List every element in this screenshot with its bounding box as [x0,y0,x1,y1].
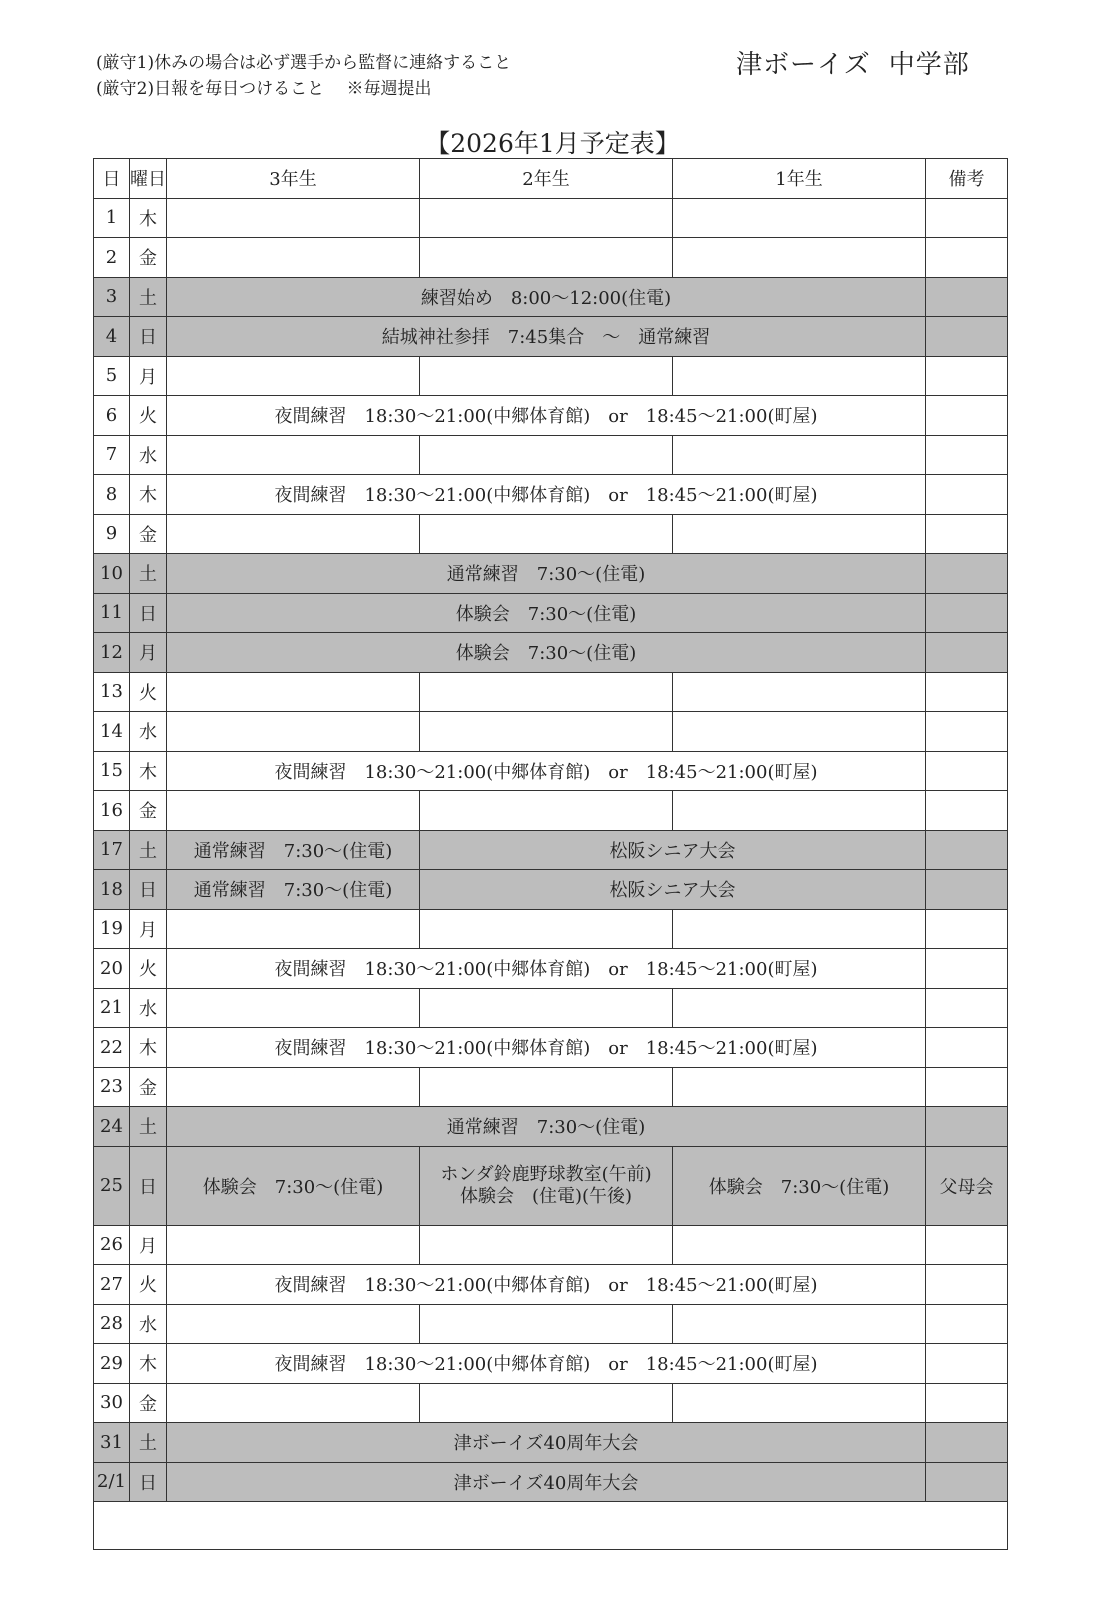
org-heading [736,44,988,81]
grade1-cell [673,909,926,949]
grade3-cell: 体験会 7:30〜(住電) [167,1146,420,1225]
day-cell: 23 [94,1067,130,1107]
all-grades-cell: 通常練習 7:30〜(住電) [167,1107,926,1147]
blank-footer-row [94,1502,1008,1550]
table-row [94,356,1008,396]
notes-cell [926,672,1008,712]
grade2-cell [420,1383,673,1423]
grade2-1-cell: 松阪シニア大会 [420,830,926,870]
grade1-cell [673,356,926,396]
grade3-cell [167,514,420,554]
day-cell: 24 [94,1107,130,1147]
day-cell: 29 [94,1344,130,1384]
all-grades-cell: 夜間練習 18:30〜21:00(中郷体育館) or 18:45〜21:00(町屋) [167,396,926,436]
weekday-cell: 金 [130,238,167,278]
grade1-cell [673,1383,926,1423]
notes-cell [926,1344,1008,1384]
page-title: 【2026年1月予定表】 [425,129,680,158]
day-cell: 20 [94,949,130,989]
all-grades-cell: 津ボーイズ40周年大会 [167,1462,926,1502]
grade3-cell [167,356,420,396]
grade1-cell [673,238,926,278]
weekday-cell: 水 [130,988,167,1028]
weekday-cell: 土 [130,830,167,870]
all-grades-cell: 夜間練習 18:30〜21:00(中郷体育館) or 18:45〜21:00(町屋) [167,1265,926,1305]
table-row [94,1225,1008,1265]
notes-cell [926,356,1008,396]
all-grades-cell: 結城神社参拝 7:45集合 〜 通常練習 [167,317,926,357]
all-grades-cell: 津ボーイズ40周年大会 [167,1423,926,1463]
grade2-line-1: ホンダ鈴鹿野球教室(午前) [440,1163,652,1185]
weekday-cell: 木 [130,751,167,791]
notes-cell [926,1304,1008,1344]
weekday-cell: 月 [130,633,167,673]
table-row [94,988,1008,1028]
grade1-cell [673,712,926,752]
weekday-cell: 月 [130,1225,167,1265]
grade2-cell [420,1225,673,1265]
grade2-line-2: 体験会 (住電)(午後) [459,1185,633,1207]
table-row [94,1107,1008,1147]
grade3-cell: 通常練習 7:30〜(住電) [167,870,420,910]
table-row [94,712,1008,752]
notes-cell [926,1225,1008,1265]
header-weekday: 曜日 [130,159,167,199]
table-row [94,238,1008,278]
table-row [94,1304,1008,1344]
day-cell: 12 [94,633,130,673]
day-cell: 1 [94,198,130,238]
notes-cell [926,317,1008,357]
table-row [94,1067,1008,1107]
notes-cell [926,949,1008,989]
day-cell: 16 [94,791,130,831]
weekday-cell: 日 [130,1146,167,1225]
day-cell: 17 [94,830,130,870]
weekday-cell: 日 [130,1462,167,1502]
grade3-cell [167,791,420,831]
table-row [94,751,1008,791]
grade3-cell [167,1067,420,1107]
grade3-cell [167,672,420,712]
grade1-cell [673,435,926,475]
all-grades-cell: 夜間練習 18:30〜21:00(中郷体育館) or 18:45〜21:00(町屋) [167,751,926,791]
header-day: 日 [94,159,130,199]
grade1-cell [673,672,926,712]
table-row [94,909,1008,949]
day-cell: 18 [94,870,130,910]
blank-footer-cell [94,1502,1008,1550]
day-cell: 30 [94,1383,130,1423]
weekday-cell: 木 [130,1344,167,1384]
table-row [94,672,1008,712]
grade3-cell [167,909,420,949]
notes-cell [926,1028,1008,1068]
day-cell: 13 [94,672,130,712]
day-cell: 9 [94,514,130,554]
table-row [94,435,1008,475]
notes-cell [926,633,1008,673]
day-cell: 2 [94,238,130,278]
notes-cell [926,909,1008,949]
weekday-cell: 金 [130,514,167,554]
grade2-cell [420,1067,673,1107]
notes-cell [926,593,1008,633]
table-row [94,396,1008,436]
all-grades-cell: 体験会 7:30〜(住電) [167,593,926,633]
all-grades-cell: 練習始め 8:00〜12:00(住電) [167,277,926,317]
notes-cell [926,277,1008,317]
grade2-cell [420,435,673,475]
grade2-cell [420,238,673,278]
grade3-cell [167,988,420,1028]
notes-cell [926,870,1008,910]
weekday-cell: 木 [130,1028,167,1068]
table-row [94,1028,1008,1068]
grade1-cell [673,988,926,1028]
weekday-cell: 火 [130,396,167,436]
notes-cell [926,988,1008,1028]
grade2-cell [420,988,673,1028]
org-division: 中学部 [888,50,970,80]
notes-cell [926,1067,1008,1107]
rule-2: (厳守2)日報を毎日つけること ※毎週提出 [96,79,432,99]
table-row [94,949,1008,989]
weekday-cell: 金 [130,791,167,831]
grade1-cell [673,1225,926,1265]
weekday-cell: 木 [130,475,167,515]
all-grades-cell: 夜間練習 18:30〜21:00(中郷体育館) or 18:45〜21:00(町屋) [167,1344,926,1384]
header-notes: 備考 [926,159,1008,199]
notes-cell [926,435,1008,475]
notes-cell [926,554,1008,594]
grade2-cell [420,712,673,752]
all-grades-cell: 通常練習 7:30〜(住電) [167,554,926,594]
table-row [94,317,1008,357]
notes-cell: 父母会 [926,1146,1008,1225]
grade1-cell [673,198,926,238]
day-cell: 8 [94,475,130,515]
table-row [94,475,1008,515]
day-cell: 14 [94,712,130,752]
day-cell: 25 [94,1146,130,1225]
grade3-cell [167,1304,420,1344]
notes-cell [926,830,1008,870]
table-row [94,1344,1008,1384]
rules-block [96,50,511,102]
weekday-cell: 水 [130,712,167,752]
grade1-cell: 体験会 7:30〜(住電) [673,1146,926,1225]
day-cell: 21 [94,988,130,1028]
weekday-cell: 水 [130,435,167,475]
weekday-cell: 日 [130,317,167,357]
table-row [94,554,1008,594]
grade3-cell [167,1225,420,1265]
table-row [94,870,1008,910]
header-grade1: 1年生 [673,159,926,199]
day-cell: 19 [94,909,130,949]
day-cell: 15 [94,751,130,791]
weekday-cell: 土 [130,1423,167,1463]
day-cell: 10 [94,554,130,594]
day-cell: 27 [94,1265,130,1305]
all-grades-cell: 体験会 7:30〜(住電) [167,633,926,673]
rule-1: (厳守1)休みの場合は必ず選手から監督に連絡すること [96,53,512,73]
all-grades-cell: 夜間練習 18:30〜21:00(中郷体育館) or 18:45〜21:00(町屋) [167,1028,926,1068]
notes-cell [926,712,1008,752]
grade2-cell [420,356,673,396]
table-row [94,1383,1008,1423]
day-cell: 31 [94,1423,130,1463]
table-row [94,277,1008,317]
day-cell: 6 [94,396,130,436]
grade3-cell [167,1383,420,1423]
grade2-cell [420,791,673,831]
grade3-cell: 通常練習 7:30〜(住電) [167,830,420,870]
grade1-cell [673,1067,926,1107]
table-row [94,791,1008,831]
notes-cell [926,1423,1008,1463]
day-cell: 28 [94,1304,130,1344]
all-grades-cell: 夜間練習 18:30〜21:00(中郷体育館) or 18:45〜21:00(町屋) [167,949,926,989]
notes-cell [926,1462,1008,1502]
weekday-cell: 火 [130,1265,167,1305]
weekday-cell: 金 [130,1067,167,1107]
weekday-cell: 月 [130,356,167,396]
day-cell: 5 [94,356,130,396]
table-row [94,830,1008,870]
weekday-cell: 日 [130,870,167,910]
notes-cell [926,238,1008,278]
grade2-cell [420,1146,673,1225]
all-grades-cell: 夜間練習 18:30〜21:00(中郷体育館) or 18:45〜21:00(町屋) [167,475,926,515]
table-row [94,1462,1008,1502]
day-cell: 11 [94,593,130,633]
grade2-cell [420,1304,673,1344]
weekday-cell: 木 [130,198,167,238]
grade2-cell [420,514,673,554]
notes-cell [926,1383,1008,1423]
grade3-cell [167,435,420,475]
grade3-cell [167,198,420,238]
grade2-1-cell: 松阪シニア大会 [420,870,926,910]
header-grade3: 3年生 [167,159,420,199]
day-cell: 2/1 [94,1462,130,1502]
day-cell: 4 [94,317,130,357]
weekday-cell: 火 [130,672,167,712]
day-cell: 26 [94,1225,130,1265]
table-row [94,1423,1008,1463]
notes-cell [926,751,1008,791]
grade1-cell [673,1304,926,1344]
notes-cell [926,1107,1008,1147]
grade2-cell [420,198,673,238]
day-cell: 22 [94,1028,130,1068]
grade1-cell [673,791,926,831]
day-cell: 3 [94,277,130,317]
notes-cell [926,475,1008,515]
notes-cell [926,1265,1008,1305]
weekday-cell: 月 [130,909,167,949]
notes-cell [926,791,1008,831]
header-grade2: 2年生 [420,159,673,199]
table-row [94,633,1008,673]
table-row [94,1146,1008,1225]
notes-cell [926,514,1008,554]
table-row [94,198,1008,238]
grade3-cell [167,238,420,278]
grade2-cell [420,909,673,949]
day-cell: 7 [94,435,130,475]
grade1-cell [673,514,926,554]
notes-cell [926,198,1008,238]
table-row [94,593,1008,633]
grade2-cell [420,672,673,712]
weekday-cell: 火 [130,949,167,989]
schedule-table [93,158,1008,1550]
schedule-body [94,198,1008,1550]
weekday-cell: 土 [130,1107,167,1147]
notes-cell [926,396,1008,436]
table-row [94,514,1008,554]
weekday-cell: 土 [130,554,167,594]
weekday-cell: 土 [130,277,167,317]
weekday-cell: 日 [130,593,167,633]
weekday-cell: 水 [130,1304,167,1344]
weekday-cell: 金 [130,1383,167,1423]
org-name: 津ボーイズ [736,50,871,80]
table-row [94,1265,1008,1305]
grade3-cell [167,712,420,752]
